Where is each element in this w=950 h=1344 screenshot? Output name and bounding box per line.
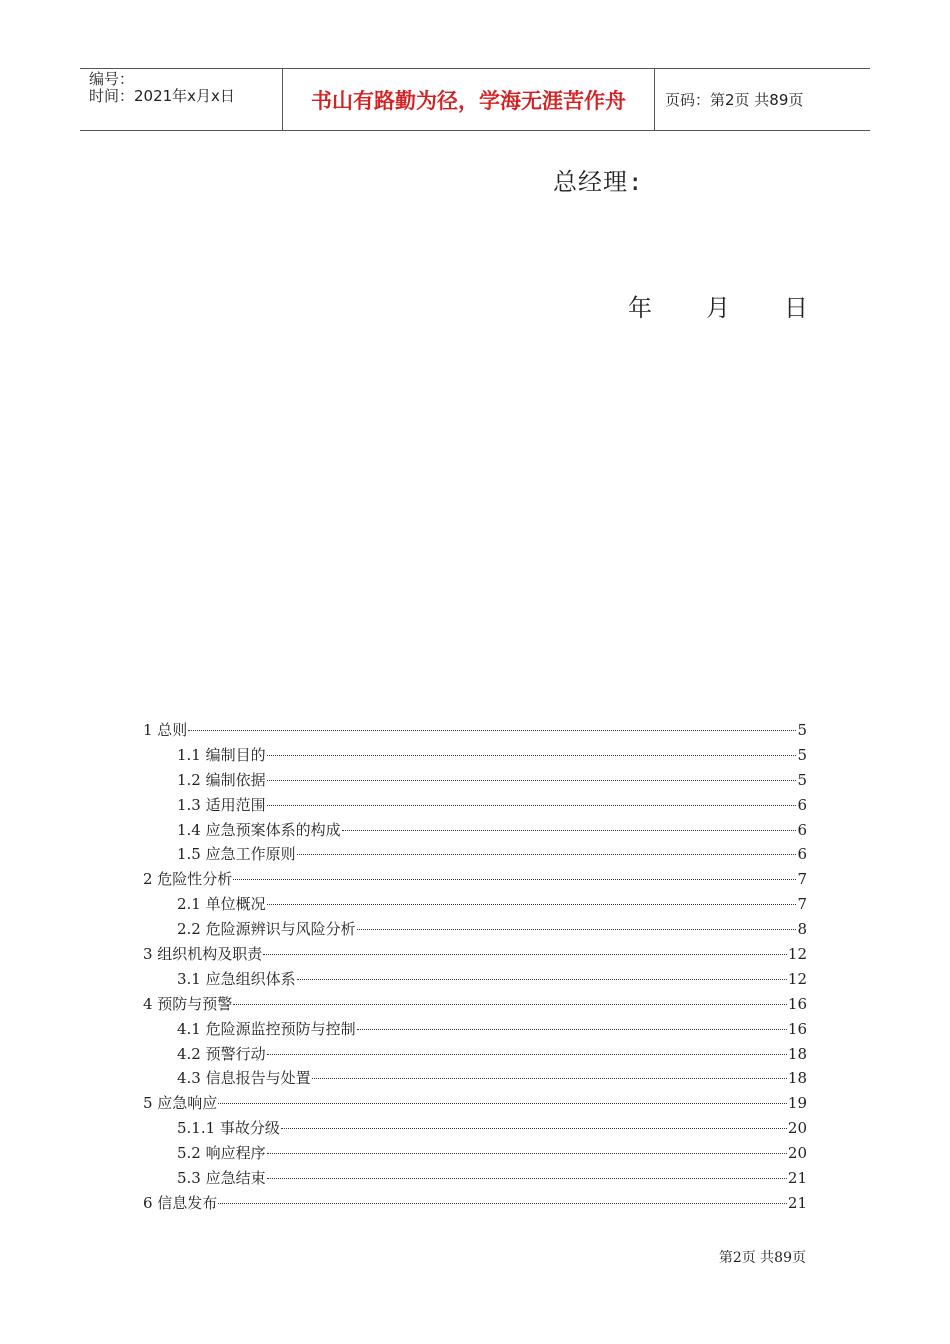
toc-entry-page: 5 xyxy=(797,770,807,789)
toc-entry[interactable] xyxy=(143,818,807,843)
toc-entry-page: 21 xyxy=(787,1169,807,1188)
toc-entry-page: 19 xyxy=(787,1094,807,1113)
toc-dot-leader xyxy=(297,840,797,855)
toc-entry-title: 3.1 应急组织体系 xyxy=(177,969,296,988)
toc-entry-page: 16 xyxy=(787,1019,807,1038)
toc-dot-leader xyxy=(342,816,797,831)
toc-entry[interactable] xyxy=(143,1141,807,1166)
toc-entry-title: 6 信息发布 xyxy=(143,1193,218,1212)
toc-entry-page: 18 xyxy=(787,1069,807,1088)
toc-entry-page: 6 xyxy=(797,820,807,839)
toc-entry[interactable] xyxy=(143,743,807,768)
toc-entry-page: 6 xyxy=(797,795,807,814)
toc-entry-title: 2 危险性分析 xyxy=(143,870,233,889)
toc-entry-title: 2.1 单位概况 xyxy=(177,895,266,914)
toc-entry[interactable] xyxy=(143,842,807,867)
toc-entry[interactable] xyxy=(143,867,807,892)
toc-dot-leader xyxy=(267,1139,787,1154)
toc-entry-page: 8 xyxy=(797,920,807,939)
toc-entry-title: 4.2 预警行动 xyxy=(177,1044,266,1063)
toc-dot-leader xyxy=(263,940,787,955)
toc-entry[interactable] xyxy=(143,942,807,967)
toc-entry[interactable] xyxy=(143,992,807,1017)
toc-entry-title: 4.1 危险源监控预防与控制 xyxy=(177,1019,356,1038)
toc-entry-page: 5 xyxy=(797,745,807,764)
toc-entry[interactable] xyxy=(143,768,807,793)
toc-entry-page: 12 xyxy=(787,969,807,988)
toc-dot-leader xyxy=(267,1164,787,1179)
toc-entry[interactable] xyxy=(143,1066,807,1091)
toc-entry-title: 5.3 应急结束 xyxy=(177,1169,266,1188)
toc-entry-title: 2.2 危险源辨识与风险分析 xyxy=(177,920,356,939)
toc-dot-leader xyxy=(297,965,787,980)
toc-entry[interactable] xyxy=(143,917,807,942)
toc-entry[interactable] xyxy=(143,1091,807,1116)
toc-dot-leader xyxy=(357,915,797,930)
page-footer-number: 第2页 共89页 xyxy=(718,1250,806,1266)
toc-entry-title: 4.3 信息报告与处置 xyxy=(177,1069,311,1088)
toc-entry-page: 12 xyxy=(787,945,807,964)
date-day-label: 日 xyxy=(784,294,808,322)
toc-dot-leader xyxy=(267,890,797,905)
toc-dot-leader xyxy=(188,716,796,731)
toc-entry[interactable] xyxy=(143,1116,807,1141)
toc-entry-title: 4 预防与预警 xyxy=(143,994,233,1013)
toc-dot-leader xyxy=(267,741,797,756)
toc-entry-title: 1.2 编制依据 xyxy=(177,770,266,789)
toc-entry-page: 16 xyxy=(787,994,807,1013)
header-motto: 书山有路勤为径，学海无涯苦作舟 xyxy=(282,69,655,130)
date-year-label: 年 xyxy=(628,294,652,322)
toc-entry[interactable] xyxy=(143,1042,807,1067)
toc-dot-leader xyxy=(267,791,797,806)
toc-entry[interactable] xyxy=(143,718,807,743)
toc-entry-page: 7 xyxy=(797,870,807,889)
toc-entry[interactable] xyxy=(143,892,807,917)
toc-entry-title: 1.4 应急预案体系的构成 xyxy=(177,820,341,839)
date-month-label: 月 xyxy=(706,294,730,322)
toc-dot-leader xyxy=(233,990,787,1005)
document-number-label: 编号： xyxy=(89,70,135,88)
toc-entry-page: 6 xyxy=(797,845,807,864)
table-of-contents xyxy=(143,718,807,1216)
toc-entry-page: 20 xyxy=(787,1144,807,1163)
toc-entry[interactable] xyxy=(143,1191,807,1216)
toc-dot-leader xyxy=(267,1040,787,1055)
toc-dot-leader xyxy=(281,1114,787,1129)
toc-dot-leader xyxy=(218,1189,787,1204)
toc-dot-leader xyxy=(233,865,796,880)
toc-entry-page: 18 xyxy=(787,1044,807,1063)
toc-entry-title: 5.2 响应程序 xyxy=(177,1144,266,1163)
toc-entry-title: 1.1 编制目的 xyxy=(177,745,266,764)
general-manager-signature-label: 总经理: xyxy=(553,168,644,196)
header-info xyxy=(80,69,282,130)
toc-entry[interactable] xyxy=(143,1017,807,1042)
toc-dot-leader xyxy=(218,1089,787,1104)
toc-entry-title: 1 总则 xyxy=(143,721,188,739)
toc-entry-title: 1.5 应急工作原则 xyxy=(177,845,296,864)
toc-entry-page: 20 xyxy=(787,1119,807,1138)
document-time-label: 时间：2021年x月x日 xyxy=(89,87,235,105)
toc-entry-page: 7 xyxy=(797,895,807,914)
toc-dot-leader xyxy=(357,1015,787,1030)
toc-dot-leader xyxy=(312,1064,787,1079)
header-page-number: 页码：第2页 共89页 xyxy=(665,91,804,109)
toc-entry-page: 21 xyxy=(787,1193,807,1212)
toc-entry-title: 5 应急响应 xyxy=(143,1094,218,1113)
toc-entry-page: 5 xyxy=(797,721,807,739)
toc-entry-title: 1.3 适用范围 xyxy=(177,795,266,814)
toc-entry-title: 3 组织机构及职责 xyxy=(143,945,263,964)
toc-dot-leader xyxy=(267,766,797,781)
toc-entry[interactable] xyxy=(143,967,807,992)
toc-entry[interactable] xyxy=(143,1166,807,1191)
page-header xyxy=(80,68,870,131)
toc-entry-title: 5.1.1 事故分级 xyxy=(177,1119,280,1138)
toc-entry[interactable] xyxy=(143,793,807,818)
